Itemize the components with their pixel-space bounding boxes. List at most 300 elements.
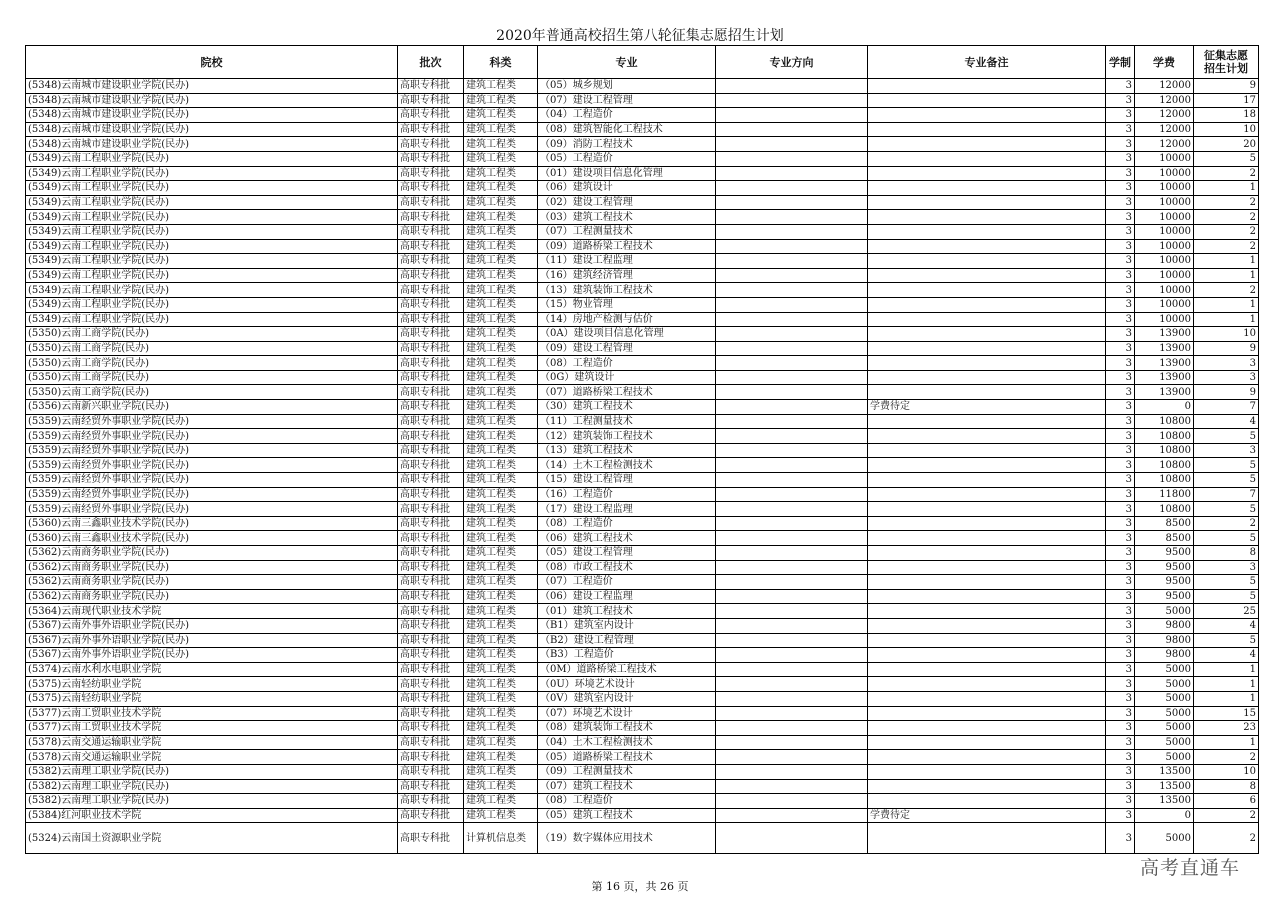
direction-cell: [716, 648, 868, 663]
major-cell: （05）道路桥梁工程技术: [538, 750, 716, 765]
major-cell: （08）工程造价: [538, 516, 716, 531]
years-cell: 3: [1106, 385, 1135, 400]
direction-cell: [716, 122, 868, 137]
years-cell: 3: [1106, 516, 1135, 531]
years-cell: 3: [1106, 297, 1135, 312]
fee-cell: 5000: [1135, 604, 1194, 619]
remark-cell: [868, 137, 1106, 152]
years-cell: 3: [1106, 487, 1135, 502]
table-row: [26, 618, 1259, 633]
major-cell: （07）工程造价: [538, 575, 716, 590]
category-cell: 建筑工程类: [464, 239, 538, 254]
direction-cell: [716, 633, 868, 648]
major-cell: （05）工程造价: [538, 151, 716, 166]
major-cell: （0A）建设项目信息化管理: [538, 327, 716, 342]
plan-cell: 10: [1194, 122, 1259, 137]
major-cell: （06）建设工程监理: [538, 589, 716, 604]
category-cell: 建筑工程类: [464, 122, 538, 137]
category-cell: 建筑工程类: [464, 706, 538, 721]
major-cell: （0G）建筑设计: [538, 370, 716, 385]
header-plan: [1194, 46, 1259, 79]
table-row: [26, 662, 1259, 677]
plan-cell: 2: [1194, 239, 1259, 254]
table-row: [26, 283, 1259, 298]
batch-cell: 高职专科批: [398, 633, 464, 648]
table-row: [26, 575, 1259, 590]
table-row: [26, 677, 1259, 692]
years-cell: 3: [1106, 283, 1135, 298]
fee-cell: 10000: [1135, 210, 1194, 225]
table-row: [26, 429, 1259, 444]
major-cell: （19）数字媒体应用技术: [538, 823, 716, 854]
years-cell: 3: [1106, 254, 1135, 269]
category-cell: 建筑工程类: [464, 735, 538, 750]
direction-cell: [716, 151, 868, 166]
remark-cell: [868, 414, 1106, 429]
years-cell: 3: [1106, 108, 1135, 123]
remark-cell: [868, 546, 1106, 561]
batch-cell: 高职专科批: [398, 691, 464, 706]
batch-cell: 高职专科批: [398, 648, 464, 663]
remark-cell: [868, 677, 1106, 692]
plan-cell: 5: [1194, 502, 1259, 517]
remark-cell: [868, 151, 1106, 166]
remark-cell: [868, 79, 1106, 94]
category-cell: 建筑工程类: [464, 283, 538, 298]
plan-cell: 5: [1194, 429, 1259, 444]
fee-cell: 10800: [1135, 502, 1194, 517]
table-row: [26, 239, 1259, 254]
remark-cell: [868, 224, 1106, 239]
years-cell: 3: [1106, 181, 1135, 196]
category-cell: 建筑工程类: [464, 195, 538, 210]
school-cell: (5362)云南商务职业学院(民办): [26, 546, 398, 561]
batch-cell: 高职专科批: [398, 254, 464, 269]
plan-cell: 1: [1194, 735, 1259, 750]
years-cell: 3: [1106, 327, 1135, 342]
fee-cell: 10000: [1135, 297, 1194, 312]
school-cell: (5349)云南工程职业学院(民办): [26, 239, 398, 254]
category-cell: 建筑工程类: [464, 327, 538, 342]
school-cell: (5359)云南经贸外事职业学院(民办): [26, 502, 398, 517]
batch-cell: 高职专科批: [398, 750, 464, 765]
category-cell: 建筑工程类: [464, 458, 538, 473]
batch-cell: 高职专科批: [398, 546, 464, 561]
direction-cell: [716, 662, 868, 677]
direction-cell: [716, 764, 868, 779]
category-cell: 建筑工程类: [464, 764, 538, 779]
school-cell: (5359)云南经贸外事职业学院(民办): [26, 414, 398, 429]
fee-cell: 10800: [1135, 458, 1194, 473]
category-cell: 建筑工程类: [464, 531, 538, 546]
fee-cell: 12000: [1135, 108, 1194, 123]
header-major: 专业: [538, 46, 716, 79]
fee-cell: 13900: [1135, 327, 1194, 342]
plan-cell: 2: [1194, 210, 1259, 225]
fee-cell: 10800: [1135, 414, 1194, 429]
school-cell: (5349)云南工程职业学院(民办): [26, 151, 398, 166]
batch-cell: 高职专科批: [398, 604, 464, 619]
plan-cell: 17: [1194, 93, 1259, 108]
years-cell: 3: [1106, 166, 1135, 181]
fee-cell: 9500: [1135, 575, 1194, 590]
major-cell: （05）建设工程管理: [538, 546, 716, 561]
years-cell: 3: [1106, 137, 1135, 152]
category-cell: 建筑工程类: [464, 429, 538, 444]
fee-cell: 10000: [1135, 151, 1194, 166]
batch-cell: 高职专科批: [398, 224, 464, 239]
direction-cell: [716, 794, 868, 809]
direction-cell: [716, 385, 868, 400]
years-cell: 3: [1106, 677, 1135, 692]
major-cell: （09）工程测量技术: [538, 764, 716, 779]
major-cell: （17）建设工程监理: [538, 502, 716, 517]
remark-cell: [868, 750, 1106, 765]
years-cell: 3: [1106, 370, 1135, 385]
plan-cell: 8: [1194, 546, 1259, 561]
batch-cell: 高职专科批: [398, 385, 464, 400]
remark-cell: [868, 283, 1106, 298]
school-cell: (5350)云南工商学院(民办): [26, 341, 398, 356]
direction-cell: [716, 589, 868, 604]
category-cell: 建筑工程类: [464, 79, 538, 94]
batch-cell: 高职专科批: [398, 166, 464, 181]
fee-cell: 13900: [1135, 341, 1194, 356]
years-cell: 3: [1106, 633, 1135, 648]
table-row: [26, 735, 1259, 750]
header-years: 学制: [1106, 46, 1135, 79]
remark-cell: [868, 443, 1106, 458]
batch-cell: 高职专科批: [398, 283, 464, 298]
category-cell: 建筑工程类: [464, 137, 538, 152]
major-cell: （05）建筑工程技术: [538, 808, 716, 823]
school-cell: (5348)云南城市建设职业学院(民办): [26, 122, 398, 137]
remark-cell: [868, 385, 1106, 400]
direction-cell: [716, 808, 868, 823]
remark-cell: [868, 195, 1106, 210]
major-cell: （13）建筑装饰工程技术: [538, 283, 716, 298]
school-cell: (5349)云南工程职业学院(民办): [26, 195, 398, 210]
plan-cell: 7: [1194, 400, 1259, 415]
plan-cell: 25: [1194, 604, 1259, 619]
remark-cell: [868, 166, 1106, 181]
plan-cell: 2: [1194, 750, 1259, 765]
table-row: [26, 356, 1259, 371]
table-row: [26, 458, 1259, 473]
batch-cell: 高职专科批: [398, 487, 464, 502]
document-title: 2020年普通高校招生第八轮征集志愿招生计划: [496, 28, 784, 44]
fee-cell: 5000: [1135, 662, 1194, 677]
years-cell: 3: [1106, 195, 1135, 210]
years-cell: 3: [1106, 648, 1135, 663]
category-cell: 建筑工程类: [464, 677, 538, 692]
years-cell: 3: [1106, 356, 1135, 371]
major-cell: （B3）工程造价: [538, 648, 716, 663]
category-cell: 建筑工程类: [464, 473, 538, 488]
years-cell: 3: [1106, 575, 1135, 590]
plan-cell: 5: [1194, 575, 1259, 590]
remark-cell: [868, 370, 1106, 385]
remark-cell: [868, 429, 1106, 444]
years-cell: 3: [1106, 458, 1135, 473]
remark-cell: [868, 181, 1106, 196]
fee-cell: 11800: [1135, 487, 1194, 502]
plan-cell: 10: [1194, 764, 1259, 779]
remark-cell: 学费待定: [868, 400, 1106, 415]
school-cell: (5360)云南三鑫职业技术学院(民办): [26, 531, 398, 546]
plan-cell: 5: [1194, 531, 1259, 546]
direction-cell: [716, 341, 868, 356]
fee-cell: 5000: [1135, 706, 1194, 721]
remark-cell: [868, 327, 1106, 342]
category-cell: 建筑工程类: [464, 356, 538, 371]
years-cell: 3: [1106, 312, 1135, 327]
table-row: [26, 487, 1259, 502]
plan-cell: 1: [1194, 297, 1259, 312]
remark-cell: [868, 210, 1106, 225]
school-cell: (5349)云南工程职业学院(民办): [26, 224, 398, 239]
school-cell: (5367)云南外事外语职业学院(民办): [26, 618, 398, 633]
school-cell: (5348)云南城市建设职业学院(民办): [26, 137, 398, 152]
header-batch: 批次: [398, 46, 464, 79]
school-cell: (5359)云南经贸外事职业学院(民办): [26, 473, 398, 488]
remark-cell: [868, 108, 1106, 123]
years-cell: 3: [1106, 604, 1135, 619]
table-row: [26, 108, 1259, 123]
table-row: [26, 779, 1259, 794]
category-cell: 建筑工程类: [464, 691, 538, 706]
fee-cell: 5000: [1135, 721, 1194, 736]
enrollment-plan-table: [25, 45, 1259, 854]
batch-cell: 高职专科批: [398, 268, 464, 283]
major-cell: （08）市政工程技术: [538, 560, 716, 575]
years-cell: 3: [1106, 341, 1135, 356]
plan-cell: 7: [1194, 487, 1259, 502]
major-cell: （05）城乡规划: [538, 79, 716, 94]
fee-cell: 5000: [1135, 691, 1194, 706]
plan-cell: 1: [1194, 268, 1259, 283]
school-cell: (5360)云南三鑫职业技术学院(民办): [26, 516, 398, 531]
batch-cell: 高职专科批: [398, 618, 464, 633]
school-cell: (5374)云南水利水电职业学院: [26, 662, 398, 677]
category-cell: 建筑工程类: [464, 794, 538, 809]
remark-cell: [868, 721, 1106, 736]
batch-cell: 高职专科批: [398, 181, 464, 196]
plan-cell: 4: [1194, 618, 1259, 633]
fee-cell: 13900: [1135, 356, 1194, 371]
school-cell: (5349)云南工程职业学院(民办): [26, 283, 398, 298]
fee-cell: 0: [1135, 808, 1194, 823]
years-cell: 3: [1106, 706, 1135, 721]
direction-cell: [716, 604, 868, 619]
major-cell: （01）建筑工程技术: [538, 604, 716, 619]
direction-cell: [716, 487, 868, 502]
fee-cell: 9800: [1135, 648, 1194, 663]
remark-cell: [868, 589, 1106, 604]
plan-cell: 4: [1194, 648, 1259, 663]
batch-cell: 高职专科批: [398, 414, 464, 429]
batch-cell: 高职专科批: [398, 93, 464, 108]
table-row: [26, 122, 1259, 137]
years-cell: 3: [1106, 268, 1135, 283]
school-cell: (5349)云南工程职业学院(民办): [26, 297, 398, 312]
category-cell: 建筑工程类: [464, 93, 538, 108]
batch-cell: 高职专科批: [398, 370, 464, 385]
fee-cell: 12000: [1135, 137, 1194, 152]
direction-cell: [716, 239, 868, 254]
plan-cell: 10: [1194, 327, 1259, 342]
direction-cell: [716, 327, 868, 342]
table-row: [26, 297, 1259, 312]
direction-cell: [716, 108, 868, 123]
major-cell: （07）道路桥梁工程技术: [538, 385, 716, 400]
category-cell: 计算机信息类: [464, 823, 538, 854]
remark-cell: [868, 458, 1106, 473]
years-cell: 3: [1106, 122, 1135, 137]
major-cell: （12）建筑装饰工程技术: [538, 429, 716, 444]
plan-cell: 2: [1194, 195, 1259, 210]
category-cell: 建筑工程类: [464, 648, 538, 663]
fee-cell: 0: [1135, 400, 1194, 415]
category-cell: 建筑工程类: [464, 166, 538, 181]
table-row: [26, 181, 1259, 196]
years-cell: 3: [1106, 750, 1135, 765]
fee-cell: 10000: [1135, 254, 1194, 269]
fee-cell: 10000: [1135, 166, 1194, 181]
category-cell: 建筑工程类: [464, 516, 538, 531]
direction-cell: [716, 195, 868, 210]
years-cell: 3: [1106, 531, 1135, 546]
batch-cell: 高职专科批: [398, 589, 464, 604]
batch-cell: 高职专科批: [398, 195, 464, 210]
remark-cell: [868, 691, 1106, 706]
fee-cell: 10000: [1135, 195, 1194, 210]
category-cell: 建筑工程类: [464, 151, 538, 166]
batch-cell: 高职专科批: [398, 239, 464, 254]
remark-cell: [868, 633, 1106, 648]
school-cell: (5362)云南商务职业学院(民办): [26, 560, 398, 575]
school-cell: (5349)云南工程职业学院(民办): [26, 181, 398, 196]
direction-cell: [716, 414, 868, 429]
category-cell: 建筑工程类: [464, 750, 538, 765]
direction-cell: [716, 210, 868, 225]
years-cell: 3: [1106, 560, 1135, 575]
table-row: [26, 341, 1259, 356]
header-school: 院校: [26, 46, 398, 79]
school-cell: (5356)云南新兴职业学院(民办): [26, 400, 398, 415]
remark-cell: [868, 312, 1106, 327]
batch-cell: 高职专科批: [398, 531, 464, 546]
major-cell: （08）建筑装饰工程技术: [538, 721, 716, 736]
major-cell: （16）工程造价: [538, 487, 716, 502]
school-cell: (5362)云南商务职业学院(民办): [26, 589, 398, 604]
batch-cell: 高职专科批: [398, 151, 464, 166]
category-cell: 建筑工程类: [464, 370, 538, 385]
plan-cell: 2: [1194, 516, 1259, 531]
category-cell: 建筑工程类: [464, 224, 538, 239]
school-cell: (5378)云南交通运输职业学院: [26, 750, 398, 765]
fee-cell: 13900: [1135, 370, 1194, 385]
years-cell: 3: [1106, 735, 1135, 750]
major-cell: （11）建设工程监理: [538, 254, 716, 269]
remark-cell: [868, 779, 1106, 794]
batch-cell: 高职专科批: [398, 473, 464, 488]
table-row: [26, 137, 1259, 152]
school-cell: (5359)云南经贸外事职业学院(民办): [26, 443, 398, 458]
years-cell: 3: [1106, 473, 1135, 488]
years-cell: 3: [1106, 662, 1135, 677]
fee-cell: 12000: [1135, 122, 1194, 137]
remark-cell: [868, 575, 1106, 590]
direction-cell: [716, 458, 868, 473]
table-row: [26, 224, 1259, 239]
direction-cell: [716, 166, 868, 181]
batch-cell: 高职专科批: [398, 560, 464, 575]
direction-cell: [716, 137, 868, 152]
batch-cell: 高职专科批: [398, 297, 464, 312]
years-cell: 3: [1106, 93, 1135, 108]
direction-cell: [716, 618, 868, 633]
fee-cell: 9500: [1135, 560, 1194, 575]
major-cell: （07）工程测量技术: [538, 224, 716, 239]
fee-cell: 9500: [1135, 589, 1194, 604]
fee-cell: 8500: [1135, 531, 1194, 546]
fee-cell: 13500: [1135, 779, 1194, 794]
fee-cell: 9800: [1135, 618, 1194, 633]
fee-cell: 10000: [1135, 224, 1194, 239]
school-cell: (5382)云南理工职业学院(民办): [26, 794, 398, 809]
direction-cell: [716, 823, 868, 854]
table-row: [26, 808, 1259, 823]
table-row: [26, 385, 1259, 400]
school-cell: (5362)云南商务职业学院(民办): [26, 575, 398, 590]
remark-cell: [868, 473, 1106, 488]
major-cell: （08）工程造价: [538, 794, 716, 809]
years-cell: 3: [1106, 151, 1135, 166]
direction-cell: [716, 224, 868, 239]
major-cell: （08）建筑智能化工程技术: [538, 122, 716, 137]
plan-cell: 9: [1194, 341, 1259, 356]
remark-cell: [868, 487, 1106, 502]
school-cell: (5382)云南理工职业学院(民办): [26, 779, 398, 794]
table-row: [26, 370, 1259, 385]
school-cell: (5349)云南工程职业学院(民办): [26, 312, 398, 327]
major-cell: （06）建筑工程技术: [538, 531, 716, 546]
years-cell: 3: [1106, 400, 1135, 415]
table-row: [26, 151, 1259, 166]
plan-cell: 18: [1194, 108, 1259, 123]
table-row: [26, 560, 1259, 575]
plan-cell: 1: [1194, 691, 1259, 706]
table-row: [26, 764, 1259, 779]
category-cell: 建筑工程类: [464, 546, 538, 561]
batch-cell: 高职专科批: [398, 823, 464, 854]
table-body: [26, 79, 1259, 854]
direction-cell: [716, 502, 868, 517]
table-row: [26, 633, 1259, 648]
plan-cell: 1: [1194, 677, 1259, 692]
remark-cell: [868, 618, 1106, 633]
category-cell: 建筑工程类: [464, 589, 538, 604]
remark-cell: [868, 735, 1106, 750]
direction-cell: [716, 531, 868, 546]
years-cell: 3: [1106, 414, 1135, 429]
major-cell: （07）建设工程管理: [538, 93, 716, 108]
years-cell: 3: [1106, 808, 1135, 823]
remark-cell: 学费待定: [868, 808, 1106, 823]
school-cell: (5367)云南外事外语职业学院(民办): [26, 633, 398, 648]
plan-cell: 1: [1194, 312, 1259, 327]
